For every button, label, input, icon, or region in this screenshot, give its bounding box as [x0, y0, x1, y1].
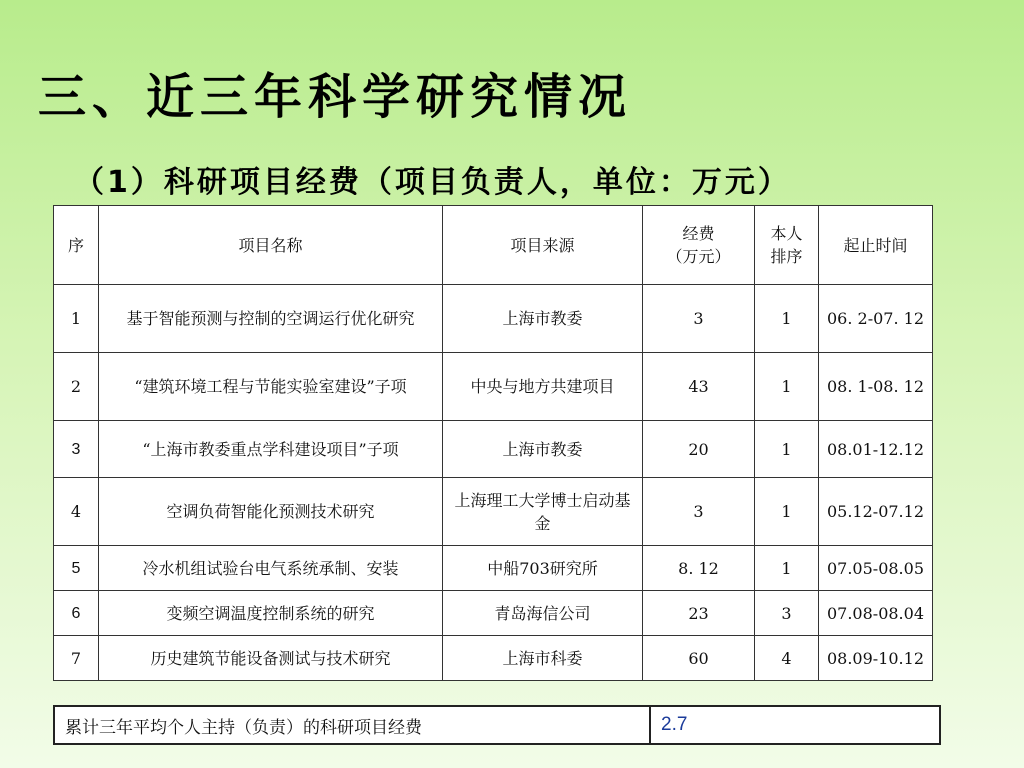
cell-seq: 7 — [54, 636, 99, 681]
table-row — [54, 353, 933, 421]
cell-project-source: 中船703研究所 — [443, 546, 643, 591]
table-row — [54, 546, 933, 591]
cell-project-source: 上海理工大学博士启动基金 — [443, 478, 643, 546]
header-period: 起止时间 — [819, 206, 933, 285]
cell-rank: 1 — [755, 353, 819, 421]
cell-period: 07.08-08.04 — [819, 591, 933, 636]
cell-project-name: 基于智能预测与控制的空调运行优化研究 — [99, 285, 443, 353]
table-row — [54, 591, 933, 636]
cell-project-source: 上海市教委 — [443, 285, 643, 353]
cell-rank: 1 — [755, 421, 819, 478]
cell-funding: 3 — [643, 285, 755, 353]
cell-seq: 5 — [54, 546, 99, 591]
cell-project-source: 上海市科委 — [443, 636, 643, 681]
cell-project-name: 冷水机组试验台电气系统承制、安装 — [99, 546, 443, 591]
cell-project-name: “上海市教委重点学科建设项目”子项 — [99, 421, 443, 478]
cell-period: 06. 2-07. 12 — [819, 285, 933, 353]
cell-project-source: 上海市教委 — [443, 421, 643, 478]
page-title: 三、近三年科学研究情况 — [38, 69, 633, 125]
cell-funding: 23 — [643, 591, 755, 636]
header-project-name: 项目名称 — [99, 206, 443, 285]
section-subtitle: （1）科研项目经费（项目负责人，单位：万元） — [74, 165, 791, 200]
table-row — [54, 478, 933, 546]
cell-project-name: “建筑环境工程与节能实验室建设”子项 — [99, 353, 443, 421]
summary-label: 累计三年平均个人主持（负责）的科研项目经费 — [54, 706, 650, 744]
table-header-row — [54, 206, 933, 285]
cell-period: 05.12-07.12 — [819, 478, 933, 546]
cell-project-source: 中央与地方共建项目 — [443, 353, 643, 421]
cell-seq: 3 — [54, 421, 99, 478]
cell-rank: 4 — [755, 636, 819, 681]
summary-value: 2.7 — [650, 706, 940, 744]
cell-period: 07.05-08.05 — [819, 546, 933, 591]
summary-row — [54, 706, 940, 744]
header-rank: 本人 排序 — [755, 206, 819, 285]
header-funding: 经费 （万元） — [643, 206, 755, 285]
cell-funding: 3 — [643, 478, 755, 546]
cell-project-source: 青岛海信公司 — [443, 591, 643, 636]
header-seq: 序 — [54, 206, 99, 285]
table-row — [54, 636, 933, 681]
cell-period: 08. 1-08. 12 — [819, 353, 933, 421]
cell-funding: 43 — [643, 353, 755, 421]
cell-seq: 4 — [54, 478, 99, 546]
cell-period: 08.09-10.12 — [819, 636, 933, 681]
cell-funding: 60 — [643, 636, 755, 681]
cell-rank: 1 — [755, 285, 819, 353]
cell-funding: 20 — [643, 421, 755, 478]
cell-period: 08.01-12.12 — [819, 421, 933, 478]
table-row — [54, 285, 933, 353]
cell-project-name: 空调负荷智能化预测技术研究 — [99, 478, 443, 546]
cell-seq: 1 — [54, 285, 99, 353]
cell-rank: 1 — [755, 546, 819, 591]
table-row — [54, 421, 933, 478]
cell-seq: 2 — [54, 353, 99, 421]
summary-table — [53, 705, 941, 745]
cell-project-name: 历史建筑节能设备测试与技术研究 — [99, 636, 443, 681]
header-project-source: 项目来源 — [443, 206, 643, 285]
cell-rank: 1 — [755, 478, 819, 546]
cell-rank: 3 — [755, 591, 819, 636]
cell-project-name: 变频空调温度控制系统的研究 — [99, 591, 443, 636]
cell-seq: 6 — [54, 591, 99, 636]
research-projects-table — [53, 205, 933, 681]
cell-funding: 8. 12 — [643, 546, 755, 591]
